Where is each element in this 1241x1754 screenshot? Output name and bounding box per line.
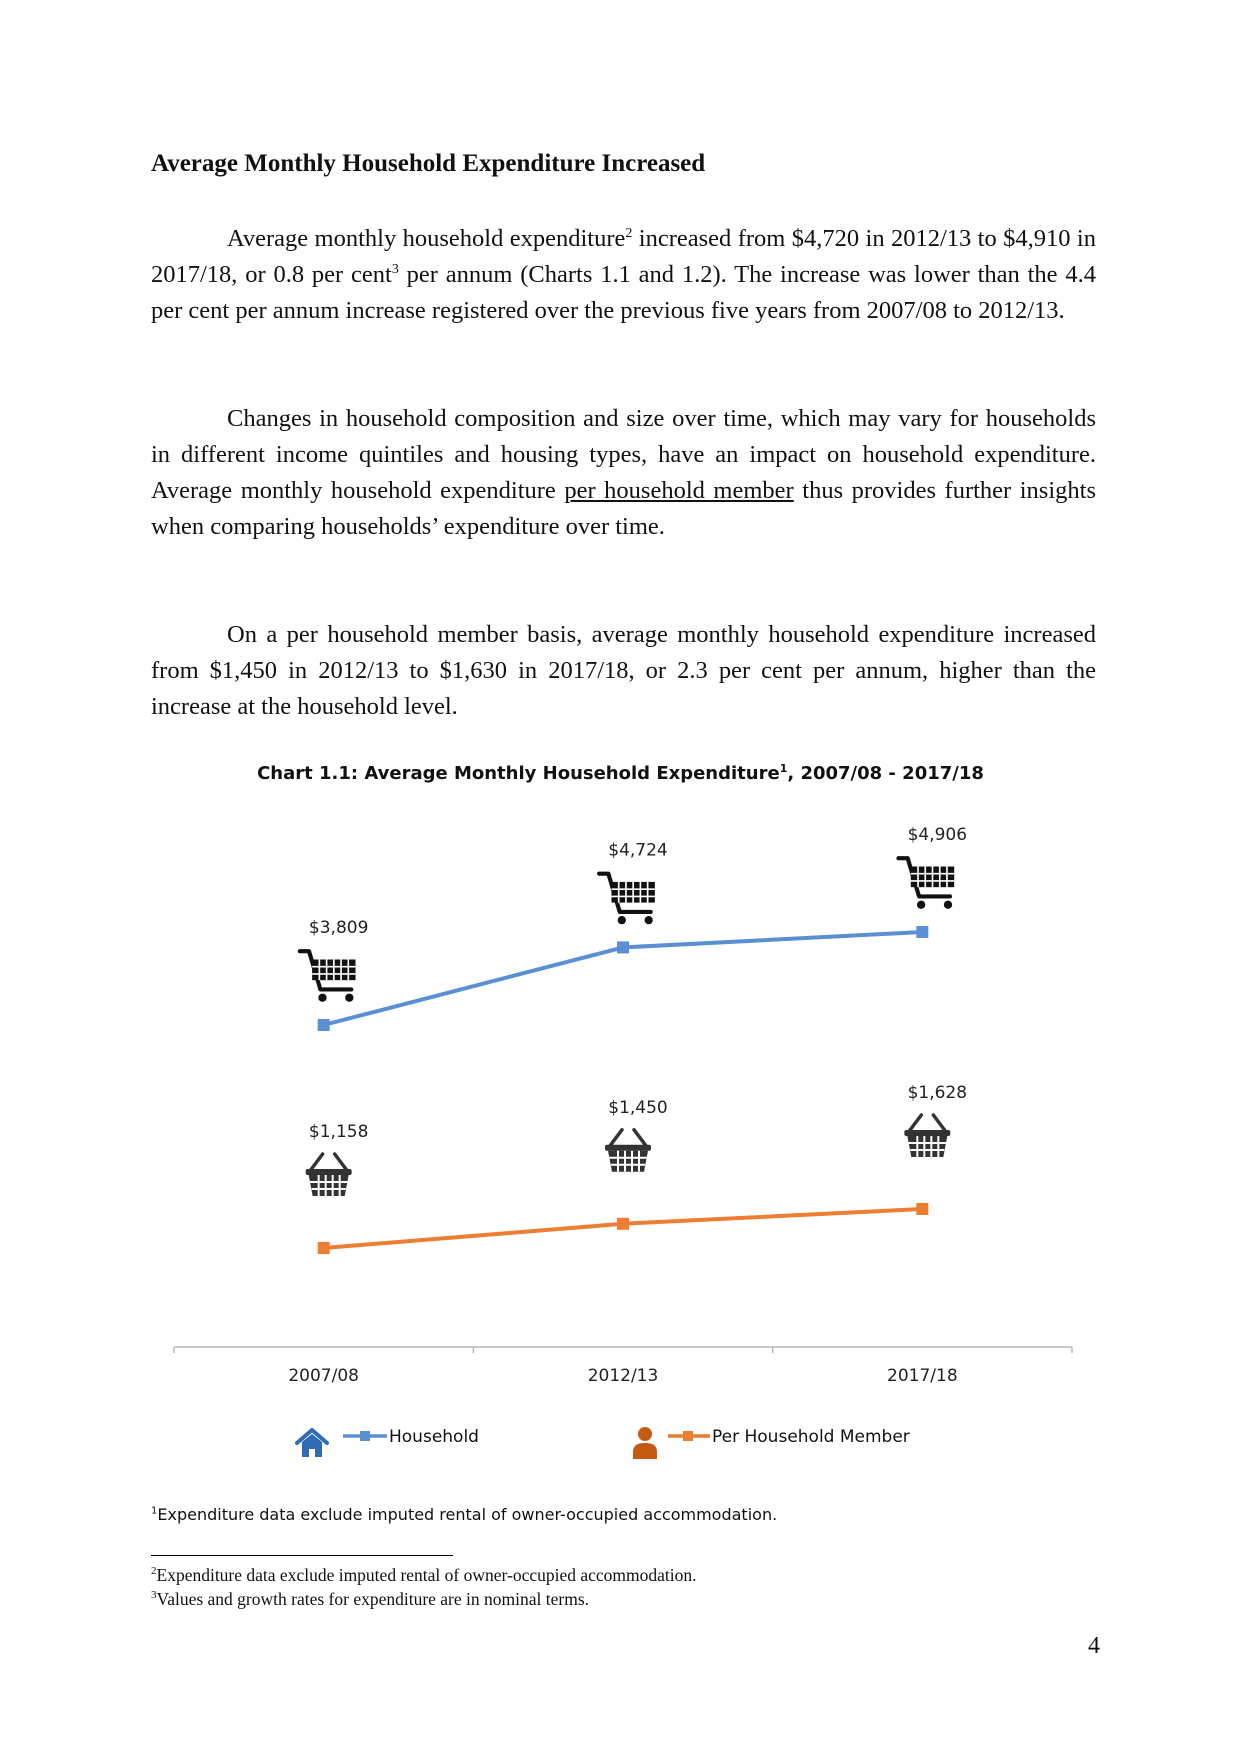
footnote-3-text: Values and growth rates for expenditure are in nominal terms. — [156, 1589, 590, 1609]
data-point-household — [318, 1019, 330, 1031]
data-label-per-household-member: $1,628 — [907, 1083, 968, 1103]
footnote-ref-2[interactable]: 2 — [625, 225, 633, 241]
legend-household-label: Household — [389, 1427, 479, 1447]
legend-member-marker — [630, 1424, 712, 1464]
data-point-household — [617, 941, 629, 953]
footnote-3 — [151, 1589, 589, 1610]
house-icon — [297, 1430, 327, 1457]
data-label-household: $4,724 — [608, 840, 668, 861]
p1-text-a: Average monthly household expenditure — [227, 225, 626, 252]
chart-title-text: Chart 1.1: Average Monthly Household Expenditure — [257, 763, 780, 784]
data-label-household: $4,906 — [907, 825, 968, 845]
data-point-household — [916, 926, 928, 938]
legend-per-member — [630, 1424, 950, 1464]
x-axis-ticks — [174, 1347, 1072, 1386]
p1-text-c: per annum (Charts 1.1 and 1.2). The increase was lower than the 4.4 per cent per annum increase registered over the previous five years from 2007/08 to 2012/13. — [151, 261, 1097, 324]
series-layer — [300, 825, 967, 1254]
data-point-per-household-member — [318, 1242, 330, 1254]
legend-household — [295, 1424, 515, 1464]
chart-title-footnote-ref: 1 — [779, 762, 788, 775]
shopping-basket-icon — [306, 1154, 352, 1196]
footnote-2-marker: 2 — [151, 1565, 157, 1578]
footnote-2 — [151, 1565, 697, 1586]
footnote-3-marker: 3 — [151, 1589, 157, 1602]
legend-household-marker-square — [360, 1431, 370, 1441]
chart-title-suffix: , 2007/08 - 2017/18 — [787, 763, 984, 784]
p2-underlined-text: per household member — [564, 477, 794, 504]
shopping-basket-icon — [904, 1115, 950, 1157]
chart-footnote-text: Expenditure data exclude imputed rental of owner-occupied accommodation. — [157, 1505, 778, 1524]
footnote-divider — [151, 1555, 453, 1556]
chart-footnote — [151, 1505, 777, 1524]
legend-member-label: Per Household Member — [712, 1427, 910, 1447]
p1-text-b: increased from $4,720 in 2012/13 to $4,910 in 2017/18, or 0.8 per cent — [151, 225, 1096, 288]
x-tick-label: 2012/13 — [587, 1366, 659, 1386]
data-label-household: $3,809 — [308, 918, 369, 938]
legend-member-marker-square — [683, 1431, 693, 1441]
data-point-per-household-member — [617, 1218, 629, 1230]
shopping-basket-icon — [605, 1130, 651, 1172]
data-point-per-household-member — [916, 1203, 928, 1215]
p2-text-a: Changes in household composition and size over time, which may vary for households in different income quintiles and housing types, have an impact on household expenditure. Average monthly household expenditure — [151, 405, 1096, 504]
person-icon — [633, 1427, 657, 1459]
p2-text-b: thus provides further insights when comparing households’ expenditure over time. — [151, 477, 1096, 540]
section-heading: Average Monthly Household Expenditure Increased — [151, 150, 706, 177]
footnote-ref-3[interactable]: 3 — [391, 261, 399, 277]
page-number: 4 — [1088, 1633, 1100, 1659]
data-label-per-household-member: $1,450 — [608, 1097, 668, 1118]
paragraph-per-member: On a per household member basis, average monthly household expenditure increased from $1,450 in 2012/13 to $1,630 in 2017/18, or 2.3 per cent per annum, higher than the increase at the household level. — [151, 621, 1096, 720]
shopping-cart-icon — [898, 858, 954, 909]
shopping-cart-icon — [300, 951, 356, 1002]
x-tick-label: 2017/18 — [887, 1366, 958, 1386]
footnote-2-text: Expenditure data exclude imputed rental of owner-occupied accommodation. — [156, 1565, 697, 1585]
shopping-cart-icon — [599, 874, 655, 925]
data-label-per-household-member: $1,158 — [308, 1122, 369, 1142]
chart-footnote-marker: 1 — [151, 1505, 158, 1517]
legend-household-marker — [295, 1424, 389, 1464]
x-tick-label: 2007/08 — [288, 1366, 359, 1386]
